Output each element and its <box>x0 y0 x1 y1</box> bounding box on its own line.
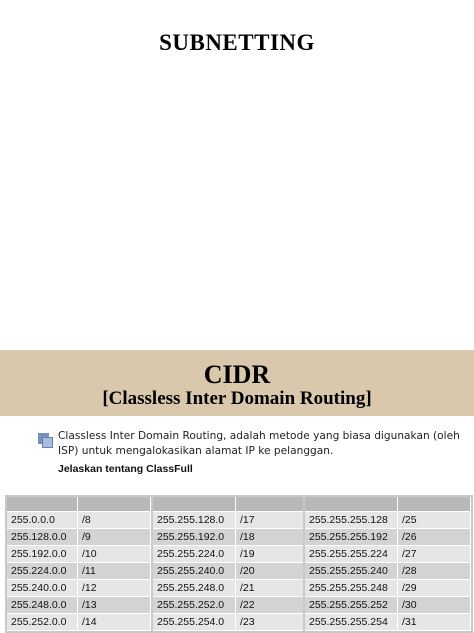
prefix-cell: /19 <box>236 546 311 563</box>
table-header-row <box>305 497 471 512</box>
subnet-mask-cell: 255.255.255.248 <box>305 580 398 597</box>
table-row <box>305 597 471 614</box>
subnet-mask-cell: 255.255.255.240 <box>305 563 398 580</box>
subnet-mask-cell: 255.255.255.252 <box>305 597 398 614</box>
table-row <box>305 546 471 563</box>
table-row <box>153 512 311 529</box>
title-banner <box>0 350 474 416</box>
table-header-row <box>7 497 151 512</box>
table-row <box>7 614 151 631</box>
subnet-mask-cell: 255.0.0.0 <box>7 512 78 529</box>
prefix-cell: /21 <box>236 580 311 597</box>
prefix-cell: /29 <box>398 580 471 597</box>
table-row <box>305 614 471 631</box>
prefix-cell: /22 <box>236 597 311 614</box>
prefix-cell: /25 <box>398 512 471 529</box>
prefix-cell: /20 <box>236 563 311 580</box>
bullet-text: Classless Inter Domain Routing, adalah metode yang biasa digunakan (oleh ISP) untuk mengalokasikan alamat IP ke pelanggan. <box>58 430 460 457</box>
table-row <box>7 529 151 546</box>
header-cell <box>398 497 471 512</box>
note-text: Jelaskan tentang ClassFull <box>58 463 193 475</box>
subnet-mask-cell: 255.255.255.254 <box>305 614 398 631</box>
prefix-cell: /11 <box>78 563 151 580</box>
prefix-cell: /13 <box>78 597 151 614</box>
subnet-mask-cell: 255.255.128.0 <box>153 512 236 529</box>
header-cell <box>236 497 311 512</box>
prefix-cell: /18 <box>236 529 311 546</box>
subnet-mask-cell: 255.255.252.0 <box>153 597 236 614</box>
subnet-mask-cell: 255.255.192.0 <box>153 529 236 546</box>
subnet-mask-cell: 255.252.0.0 <box>7 614 78 631</box>
slide-title: SUBNETTING <box>159 30 315 55</box>
table-row <box>7 597 151 614</box>
table-row <box>153 614 311 631</box>
subnet-mask-cell: 255.255.255.128 <box>305 512 398 529</box>
table-row <box>305 580 471 597</box>
prefix-cell: /8 <box>78 512 151 529</box>
cidr-table-3 <box>303 495 473 633</box>
prefix-cell: /30 <box>398 597 471 614</box>
table-row <box>7 546 151 563</box>
prefix-cell: /27 <box>398 546 471 563</box>
subnet-mask-cell: 255.240.0.0 <box>7 580 78 597</box>
table-row <box>7 580 151 597</box>
header-cell <box>153 497 236 512</box>
table-row <box>305 563 471 580</box>
subnet-mask-cell: 255.255.224.0 <box>153 546 236 563</box>
prefix-cell: /9 <box>78 529 151 546</box>
table-row <box>7 512 151 529</box>
subnet-mask-cell: 255.192.0.0 <box>7 546 78 563</box>
header-cell <box>78 497 151 512</box>
subnet-mask-cell: 255.255.254.0 <box>153 614 236 631</box>
table-row <box>153 529 311 546</box>
subnet-mask-cell: 255.224.0.0 <box>7 563 78 580</box>
cidr-table-1 <box>5 495 153 633</box>
table-row <box>305 529 471 546</box>
prefix-cell: /28 <box>398 563 471 580</box>
table-row <box>305 512 471 529</box>
prefix-cell: /14 <box>78 614 151 631</box>
cidr-table-2 <box>151 495 313 633</box>
subnet-mask-cell: 255.248.0.0 <box>7 597 78 614</box>
prefix-cell: /17 <box>236 512 311 529</box>
bullet-square-icon <box>38 433 53 448</box>
prefix-cell: /23 <box>236 614 311 631</box>
table-row <box>153 580 311 597</box>
prefix-cell: /26 <box>398 529 471 546</box>
slide-title-cidr: CIDR <box>203 360 271 389</box>
table-row <box>153 597 311 614</box>
subnet-mask-cell: 255.255.248.0 <box>153 580 236 597</box>
table-header-row <box>153 497 311 512</box>
header-cell <box>305 497 398 512</box>
table-row <box>153 546 311 563</box>
prefix-cell: /10 <box>78 546 151 563</box>
slide-cidr <box>0 350 474 632</box>
subnet-mask-cell: 255.128.0.0 <box>7 529 78 546</box>
table-row <box>7 563 151 580</box>
prefix-cell: /31 <box>398 614 471 631</box>
table-row <box>153 563 311 580</box>
header-cell <box>7 497 78 512</box>
subnet-mask-cell: 255.255.255.224 <box>305 546 398 563</box>
slide-subtitle: [Classless Inter Domain Routing] <box>102 388 372 409</box>
subnet-mask-cell: 255.255.240.0 <box>153 563 236 580</box>
prefix-cell: /12 <box>78 580 151 597</box>
subnet-mask-cell: 255.255.255.192 <box>305 529 398 546</box>
